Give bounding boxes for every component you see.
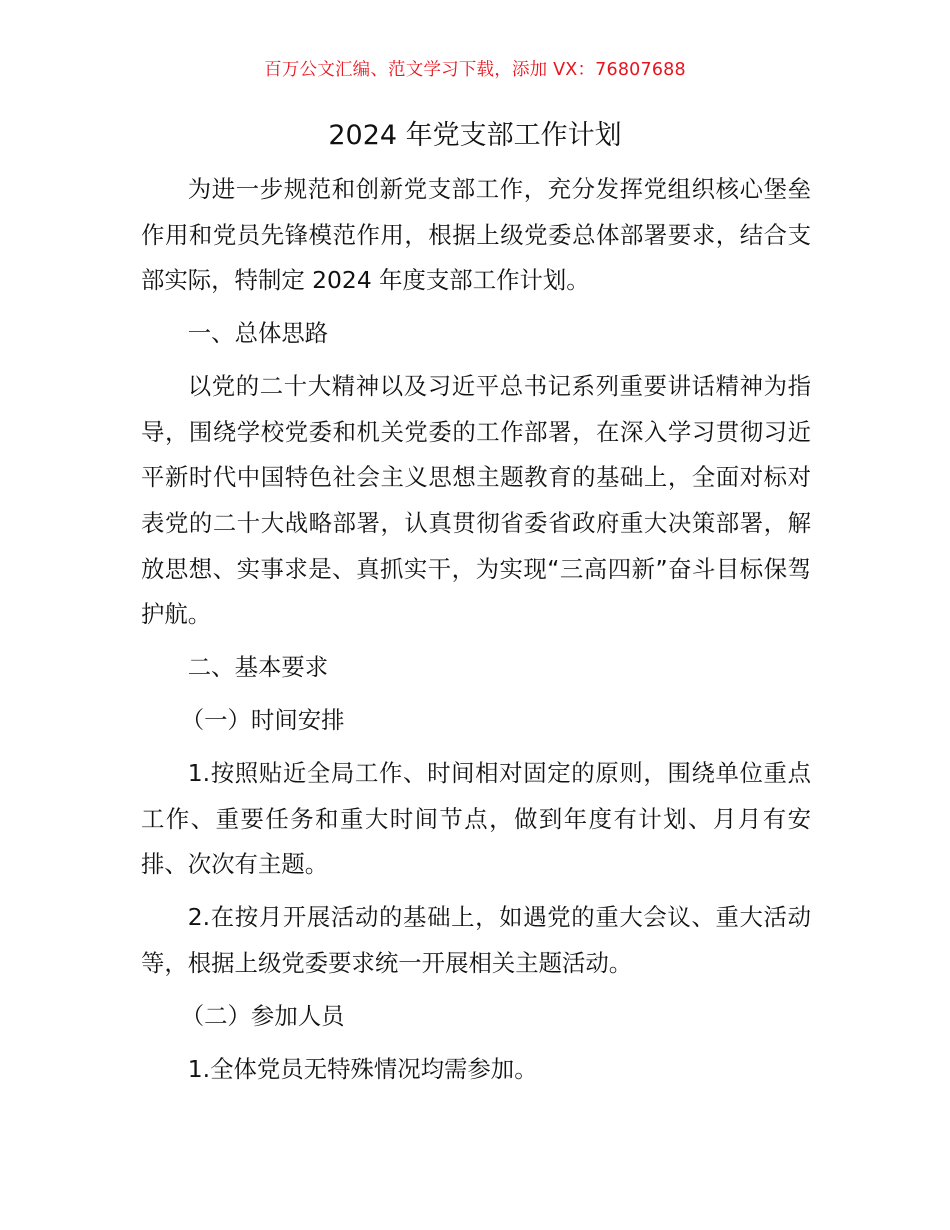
overall-approach-paragraph: 以党的二十大精神以及习近平总书记系列重要讲话精神为指导，围绕学校党委和机关党委的工作部署，在深入学习贯彻习近平新时代中国特色社会主义思想主题教育的基础上，全面对标对表党的二十大战略部署，认真贯彻省委省政府重大决策部署，解放思想、实事求是、真抓实干，为实现“三高四新”奋斗目标保驾护航。 [141,372,811,629]
document-title: 2024 年党支部工作计划 [328,120,622,151]
watermark-banner: 百万公文汇编、范文学习下载，添加 VX：76807688 [264,60,686,80]
intro-paragraph: 为进一步规范和创新党支部工作，充分发挥党组织核心堡垒作用和党员先锋模范作用，根据上级党委总体部署要求，结合支部实际，特制定 2024 年度支部工作计划。 [141,175,811,295]
section-heading-overall-approach: 一、总体思路 [187,319,329,348]
participants-item-1: 1.全体党员无特殊情况均需参加。 [187,1054,538,1083]
schedule-item-1: 1.按照贴近全局工作、时间相对固定的原则，围绕单位重点工作、重要任务和重大时间节点，做到年度有计划、月月有安排、次次有主题。 [141,759,811,879]
subheading-schedule: （一）时间安排 [180,706,345,735]
document-body [141,167,811,1100]
section-heading-basic-requirements: 二、基本要求 [187,653,329,682]
subheading-participants: （二）参加人员 [180,1001,345,1030]
schedule-item-2: 2.在按月开展活动的基础上，如遇党的重大会议、重大活动等，根据上级党委要求统一开展相关主题活动。 [141,903,811,977]
